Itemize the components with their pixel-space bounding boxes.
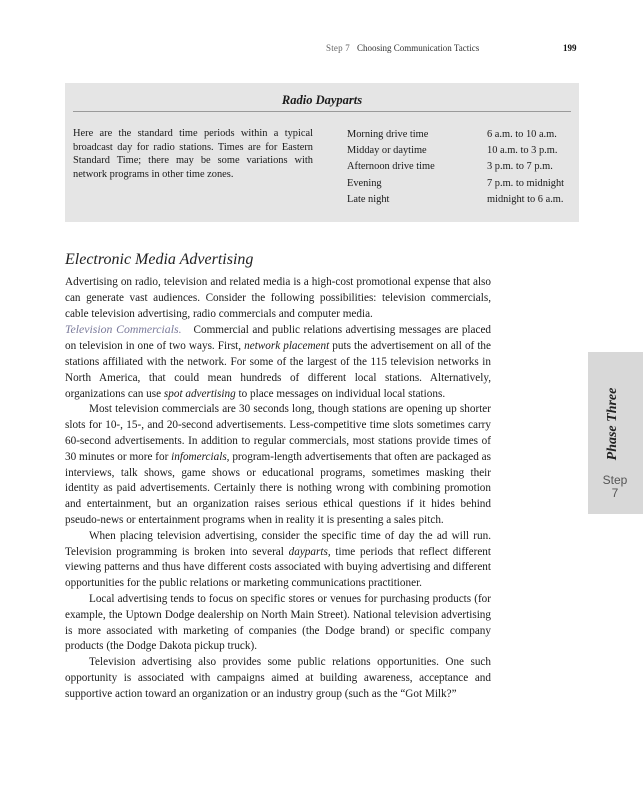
paragraph: [65, 402, 491, 528]
paragraph: Television advertising also provides some public relations opportunities. One such opportunity is associated with campaigns aimed at building awareness, acceptance and supportive action toward an organization or an industry group (such as the “Got Milk?”: [65, 656, 491, 700]
dayparts-table: [347, 127, 577, 208]
step-word: Step: [602, 473, 628, 487]
daypart-row: [347, 176, 577, 192]
body-text: [65, 275, 491, 703]
daypart-time: 7 p.m. to midnight: [487, 177, 565, 189]
runin-heading: Television Commercials.: [65, 322, 182, 337]
daypart-period: Midday or daytime: [347, 145, 427, 157]
daypart-period: Afternoon drive time: [347, 161, 435, 173]
phase-label: [588, 384, 638, 464]
running-header: [0, 43, 643, 59]
step-number: 7: [611, 486, 619, 500]
daypart-time: 3 p.m. to 7 p.m.: [487, 161, 553, 173]
text-run: Most television commercials are 30 seconds long, though stations are opening up shorter slots for 10-, 15-, and 20-second advertisements. Less-competitive time slots sometimes carry 60-second advertisements. In addition to regular commercials, most stations provide times of 30 minutes or more for: [65, 403, 491, 463]
box-divider: [73, 111, 571, 112]
box-description: Here are the standard time periods within a typical broadcast day for radio stations. Times are for Eastern Standard Time; there may be some variations with network programs in other time zones.: [73, 128, 313, 181]
daypart-row: [347, 143, 577, 159]
daypart-time: 6 a.m. to 10 a.m.: [487, 129, 557, 140]
daypart-period: Morning drive time: [347, 129, 429, 140]
header-chapter-title: Choosing Communication Tactics: [357, 43, 480, 53]
daypart-period: Evening: [347, 177, 382, 189]
text-run: When placing television advertising, consider the specific time of day the ad will run. Television programming is broken into several: [65, 529, 491, 558]
paragraph: [65, 322, 491, 402]
box-title: Radio Dayparts: [281, 93, 363, 107]
header-step-label: Step 7: [326, 43, 350, 53]
daypart-time: midnight to 6 a.m.: [487, 193, 564, 205]
daypart-row: [347, 192, 577, 208]
daypart-time: 10 a.m. to 3 p.m.: [487, 145, 558, 157]
term-infomercials: infomercials,: [171, 450, 230, 463]
text-run: time periods that reflect different viewing patterns and thus have different costs associated with buying advertising and different opportunities for the public relations or marketing communications practitioner.: [65, 545, 491, 590]
step-marker: [595, 474, 635, 500]
text-run: puts the advertisement on all of the stations affiliated with the network. For some of the largest of the 115 television networks in North America, that could mean hundreds of different local stations. Alternatively, organizations can use: [65, 340, 491, 400]
text-run: to place messages on individual local stations.: [235, 387, 446, 400]
text-run: program-length advertisements that often are packaged as interviews, talk shows, game shows or educational programs, sometimes masking their identity as paid advertisements. Certainly there is nothing wrong with combining promotion and entertainment, but an organization raises serious ethical questions if it hides behind pseudo-news or entertainment programs when in reality it is presenting a sales pitch.: [65, 450, 492, 526]
text-run: Commercial and public relations advertising messages are placed on television in one of two ways. First,: [65, 324, 492, 353]
term-dayparts: dayparts,: [288, 545, 331, 558]
daypart-period: Late night: [347, 193, 390, 205]
intro-paragraph: Advertising on radio, television and related media is a high-cost promotional expense that also can generate vast audiences. Consider the following possibilities: television commercials, cable television advertising, radio commercials and computer media.: [65, 276, 491, 320]
paragraph: Local advertising tends to focus on specific stores or venues for purchasing products (for example, the Uptown Dodge dealership on North Main Street). National television advertising is more associated with marketing of companies (the Dodge brand) or specific company products (the Dodge Dakota pickup truck).: [65, 592, 491, 653]
term-spot-advertising: spot advertising: [163, 387, 236, 400]
page-number: 199: [563, 43, 577, 53]
daypart-row: [347, 159, 577, 175]
daypart-row: [347, 127, 577, 143]
section-heading: Electronic Media Advertising: [65, 251, 254, 268]
term-network-placement: network placement: [244, 340, 330, 353]
paragraph: [65, 529, 491, 592]
phase-text: Phase Three: [605, 387, 620, 461]
radio-dayparts-box: [65, 83, 579, 222]
